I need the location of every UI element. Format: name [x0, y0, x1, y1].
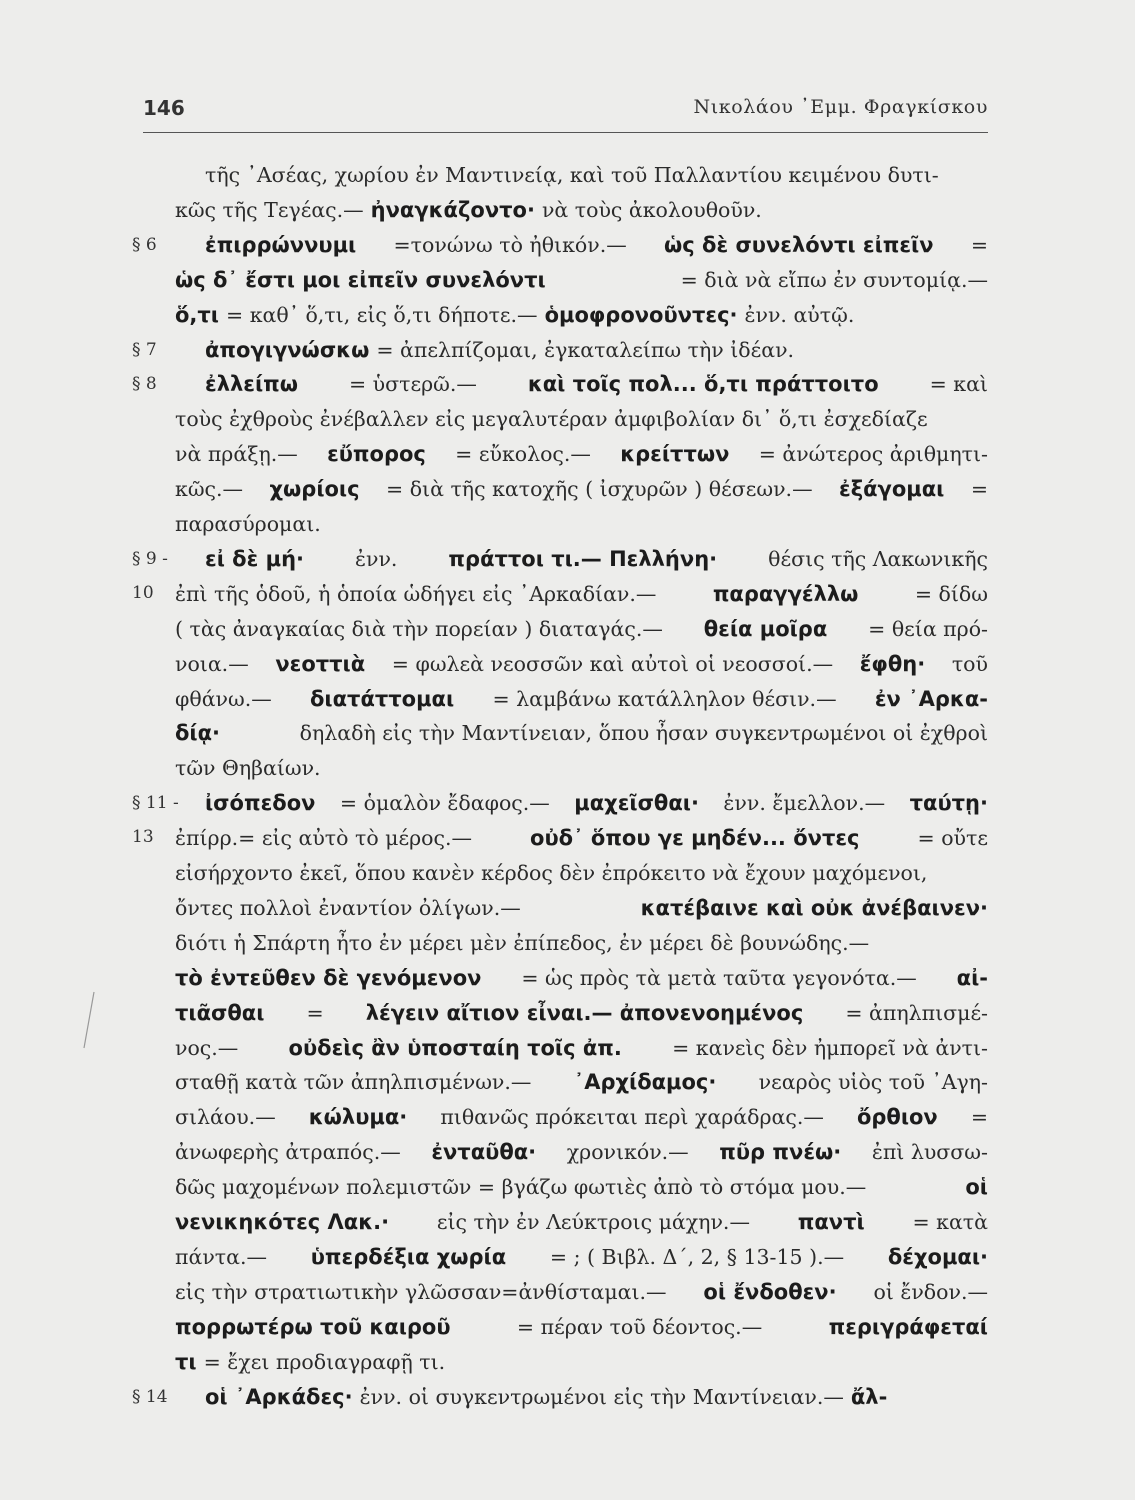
- section-mark: § 6: [132, 234, 157, 255]
- lemma-term: πορρωτέρω τοῦ καιροῦ: [175, 1314, 451, 1339]
- text-line: [175, 751, 988, 785]
- lemma-term: εὔπορος: [327, 442, 426, 467]
- lemma-term: διατάττομαι: [310, 686, 455, 711]
- lemma-term: πῦρ πνέω·: [719, 1140, 842, 1165]
- lemma-term: ὡς δὲ συνελόντι εἰπεῖν: [664, 232, 934, 257]
- lemma-term: κατέβαινε καὶ οὐκ ἀνέβαινεν·: [640, 895, 988, 920]
- text-line: [175, 821, 988, 855]
- gloss-text: = ὑστερῶ.—: [348, 372, 477, 397]
- lemma-term: οἱ ᾽Αρκάδες·: [205, 1384, 353, 1409]
- gloss-text: = διὰ νὰ εἴπω ἐν συντομίᾳ.—: [680, 267, 988, 292]
- lemma-term: κρείττων: [620, 442, 730, 467]
- text-line: [175, 472, 988, 506]
- lemma-term: παντὶ: [797, 1210, 865, 1234]
- gloss-text: θέσις τῆς Λακωνικῆς: [768, 546, 988, 571]
- gloss-text: ἐνν. ἔμελλον.—: [723, 791, 886, 816]
- text-line: [205, 333, 988, 367]
- lemma-term: ὅ,τι: [175, 302, 219, 327]
- text-line: [175, 1065, 988, 1099]
- text-line: [175, 402, 988, 436]
- lemma-term: λέγειν αἴτιον εἶναι.— ἀπονενοημένος: [365, 1000, 804, 1025]
- text-line: [175, 193, 988, 227]
- lemma-term: τιᾶσθαι: [175, 1000, 265, 1025]
- text-line: [175, 507, 988, 541]
- gloss-text: = πέραν τοῦ δέοντος.—: [516, 1314, 763, 1339]
- lemma-term: παραγγέλλω: [712, 581, 859, 606]
- gloss-text: = εὔκολος.—: [455, 442, 591, 467]
- gloss-text: ἐνν.: [354, 546, 398, 571]
- lemma-term: οὐδεὶς ἂν ὑποσταίη τοῖς ἀπ.: [288, 1035, 622, 1060]
- text-line: [175, 856, 988, 890]
- lemma-term: περιγράφεταί: [828, 1314, 988, 1339]
- lemma-term: νενικηκότες Λακ.·: [175, 1210, 390, 1234]
- gloss-text: νὰ τοὺς ἀκολουθοῦν.: [541, 197, 762, 222]
- gloss-text: = διὰ τῆς κατοχῆς ( ἰσχυρῶν ) θέσεων.—: [386, 477, 813, 502]
- text-line: [205, 367, 988, 401]
- text-line: [175, 647, 988, 681]
- gloss-text: νὰ πράξῃ.—: [175, 442, 298, 467]
- lemma-term: εἰ δὲ μή·: [205, 546, 304, 571]
- lemma-term: χωρίοις: [269, 477, 360, 502]
- gloss-text: = ἔχει προδιαγραφῇ τι.: [203, 1349, 446, 1374]
- gloss-text: ὄντες πολλοὶ ἐναντίον ὀλίγων.—: [175, 895, 521, 920]
- lemma-term: ὑπερδέξια χωρία: [310, 1244, 507, 1269]
- lemma-term: ταύτῃ·: [909, 791, 988, 816]
- gloss-text: δηλαδὴ εἰς τὴν Μαντίνειαν, ὅπου ἦσαν συγκεντρωμένοι οἱ ἐχθροὶ: [299, 721, 988, 746]
- gloss-text: = φωλεὰ νεοσσῶν καὶ αὐτοὶ οἱ νεοσσοί.—: [391, 651, 834, 676]
- text-line: [175, 1240, 988, 1274]
- gloss-text: =: [970, 1105, 988, 1130]
- text-line: [175, 577, 988, 611]
- section-mark: § 9 - 10: [132, 548, 168, 603]
- lemma-term: ἐνταῦθα·: [431, 1140, 537, 1165]
- lemma-term: οὐδ᾽ ὅπου γε μηδέν... ὄντες: [530, 826, 860, 851]
- gloss-text: εἰσήρχοντο ἐκεῖ, ὅπου κανὲν κέρδος δὲν ἐπρόκειτο νὰ ἔχουν μαχόμενοι,: [175, 861, 928, 885]
- text-line: [205, 228, 988, 262]
- lemma-term: δέχομαι·: [887, 1244, 988, 1269]
- gloss-text: πάντα.—: [175, 1244, 267, 1269]
- gloss-text: =: [970, 232, 988, 257]
- gloss-text: = δίδω: [914, 581, 988, 606]
- lemma-term: οἱ ἔνδοθεν·: [703, 1279, 837, 1304]
- lemma-term: τὸ ἐντεῦθεν δὲ γενόμενον: [175, 965, 482, 990]
- lemma-term: τι: [175, 1349, 197, 1374]
- lemma-term: αἰ-: [956, 965, 988, 990]
- pencil-mark-icon: [78, 990, 98, 1050]
- gloss-text: νεαρὸς υἱὸς τοῦ ᾽Αγη-: [758, 1070, 988, 1095]
- lemma-term: ἐξάγομαι: [839, 477, 945, 502]
- text-line: [175, 1100, 988, 1134]
- text-line: [175, 996, 988, 1030]
- text-line: [205, 542, 988, 576]
- text-line: [205, 1380, 988, 1414]
- gloss-text: εἰς τὴν στρατιωτικὴν γλῶσσαν=ἀνθίσταμαι.—: [175, 1279, 667, 1304]
- lemma-term: ἐν ᾽Αρκα-: [874, 686, 988, 711]
- gloss-text: = καὶ: [929, 372, 988, 397]
- gloss-text: σιλάου.—: [175, 1105, 276, 1130]
- text-line: [175, 1275, 988, 1309]
- text-line: [175, 612, 988, 646]
- gloss-text: =τονώνω τὸ ἠθικόν.—: [393, 232, 627, 257]
- lemma-term: ᾽Αρχίδαμος·: [573, 1070, 717, 1095]
- gloss-text: = ; ( Βιβλ. Δ΄, 2, § 13-15 ).—: [549, 1244, 845, 1269]
- gloss-text: δῶς μαχομένων πολεμιστῶν = βγάζω φωτιὲς ἀπὸ τὸ στόμα μου.—: [175, 1175, 867, 1200]
- text-line: [175, 926, 988, 960]
- gloss-text: =: [970, 477, 988, 502]
- gloss-text: ἐπὶ λυσσω-: [871, 1140, 988, 1165]
- text-line: [175, 298, 988, 332]
- gloss-text: ἐνν. οἱ συγκεντρωμένοι εἰς τὴν Μαντίνειαν.—: [359, 1384, 844, 1409]
- gloss-text: πιθανῶς πρόκειται περὶ χαράδρας.—: [440, 1105, 824, 1130]
- gloss-text: = οὔτε: [917, 826, 988, 851]
- lemma-term: πράττοι τι.— Πελλήνη·: [448, 546, 718, 571]
- lemma-term: ὡς δ᾽ ἔστι μοι εἰπεῖν συνελόντι: [175, 267, 546, 292]
- text-line: [175, 961, 988, 995]
- gloss-text: διότι ἡ Σπάρτη ἦτο ἐν μέρει μὲν ἐπίπεδος, ἐν μέρει δὲ βουνώδης.—: [175, 930, 870, 955]
- gloss-text: νοια.—: [175, 651, 249, 676]
- gloss-text: εἰς τὴν ἐν Λεύκτροις μάχην.—: [436, 1210, 750, 1234]
- text-line: [175, 1205, 988, 1239]
- gloss-text: = θεία πρό-: [868, 616, 988, 641]
- lemma-term: ἐπιρρώννυμι: [205, 232, 357, 257]
- gloss-text: ( τὰς ἀναγκαίας διὰ τὴν πορείαν ) διαταγάς.—: [175, 616, 663, 641]
- gloss-text: οἱ ἔνδον.—: [873, 1279, 988, 1304]
- lemma-term: ἄλ-: [850, 1384, 888, 1409]
- gloss-text: χρονικόν.—: [566, 1140, 689, 1165]
- gloss-text: ἐπίρρ.= εἰς αὐτὸ τὸ μέρος.—: [175, 826, 473, 851]
- gloss-text: = ὡς πρὸς τὰ μετὰ ταῦτα γεγονότα.—: [521, 965, 917, 990]
- gloss-text: τῶν Θηβαίων.: [175, 756, 321, 781]
- lemma-term: μαχεῖσθαι·: [574, 791, 699, 816]
- gloss-text: παρασύρομαι.: [175, 512, 321, 536]
- gloss-text: = ἀπηλπισμέ-: [845, 1000, 988, 1025]
- text-line: [175, 437, 988, 471]
- text-line: [175, 891, 988, 925]
- text-line: [205, 786, 988, 820]
- lemma-term: νεοττιὰ: [275, 651, 366, 676]
- lemma-term: ἰσόπεδον: [205, 791, 316, 816]
- text-line: [175, 1170, 988, 1204]
- gloss-text: = καθ᾽ ὅ,τι, εἰς ὅ,τι δήποτε.—: [226, 302, 538, 327]
- lemma-term: ἀπογιγνώσκω: [205, 337, 370, 362]
- gloss-text: κῶς.—: [175, 477, 244, 502]
- lemma-term: ἔφθη·: [859, 651, 926, 676]
- section-mark: § 14: [132, 1386, 168, 1407]
- lemma-term: θεία μοῖρα: [703, 616, 828, 641]
- lemma-term: ὄρθιον: [856, 1105, 938, 1130]
- gloss-text: = ὁμαλὸν ἔδαφος.—: [339, 791, 550, 816]
- text-line: [205, 158, 988, 192]
- gloss-text: ἀνωφερὴς ἀτραπός.—: [175, 1140, 401, 1165]
- section-mark: § 8: [132, 374, 157, 395]
- lemma-term: δίᾳ·: [175, 721, 221, 746]
- gloss-text: τοῦ: [951, 651, 988, 676]
- text-line: [175, 1310, 988, 1344]
- gloss-text: = κανεὶς δὲν ἠμπορεῖ νὰ ἀντι-: [672, 1035, 988, 1060]
- text-line: [175, 1031, 988, 1065]
- text-line: [175, 1345, 988, 1379]
- gloss-text: =: [306, 1000, 324, 1025]
- running-head: [143, 92, 988, 133]
- book-title: Νικολάου ᾽Εμμ. Φραγκίσκου: [693, 96, 988, 118]
- gloss-text: = ἀνώτερος ἀριθμητι-: [758, 442, 988, 467]
- gloss-text: σταθῇ κατὰ τῶν ἀπηλπισμένων.—: [175, 1070, 532, 1095]
- text-line: [175, 263, 988, 297]
- text-line: [175, 682, 988, 716]
- text-line: [175, 1135, 988, 1169]
- gloss-text: ἐνν. αὐτῷ.: [744, 302, 855, 327]
- gloss-text: ἐπὶ τῆς ὁδοῦ, ἡ ὁποία ὡδήγει εἰς ᾽Αρκαδίαν.—: [175, 581, 657, 606]
- text-line: [175, 716, 988, 750]
- gloss-text: κῶς τῆς Τεγέας.—: [175, 197, 364, 222]
- lemma-term: ὁμοφρονοῦντες·: [544, 302, 738, 327]
- lemma-term: ἐλλείπω: [205, 372, 299, 397]
- gloss-text: φθάνω.—: [175, 686, 272, 711]
- page-number: 146: [143, 96, 185, 120]
- lemma-term: οἱ: [965, 1175, 988, 1200]
- section-mark: § 7: [132, 339, 157, 360]
- section-mark: § 11 - 13: [132, 793, 179, 848]
- lemma-term: καὶ τοῖς πολ... ὅ,τι πράττοιτο: [527, 372, 879, 397]
- lemma-term: κώλυμα·: [308, 1105, 408, 1130]
- gloss-text: = ἀπελπίζομαι, ἐγκαταλείπω τὴν ἰδέαν.: [376, 337, 795, 362]
- gloss-text: = λαμβάνω κατάλληλον θέσιν.—: [492, 686, 837, 711]
- gloss-text: νος.—: [175, 1035, 239, 1060]
- gloss-text: τῆς ᾽Ασέας, χωρίου ἐν Μαντινείᾳ, καὶ τοῦ Παλλαντίου κειμένου δυτι-: [205, 163, 939, 187]
- gloss-text: = κατὰ: [912, 1210, 988, 1234]
- lemma-term: ἠναγκάζοντο·: [370, 197, 535, 222]
- gloss-text: τοὺς ἐχθροὺς ἐνέβαλλεν εἰς μεγαλυτέραν ἀμφιβολίαν δι᾽ ὅ,τι ἐσχεδίαζε: [175, 407, 928, 432]
